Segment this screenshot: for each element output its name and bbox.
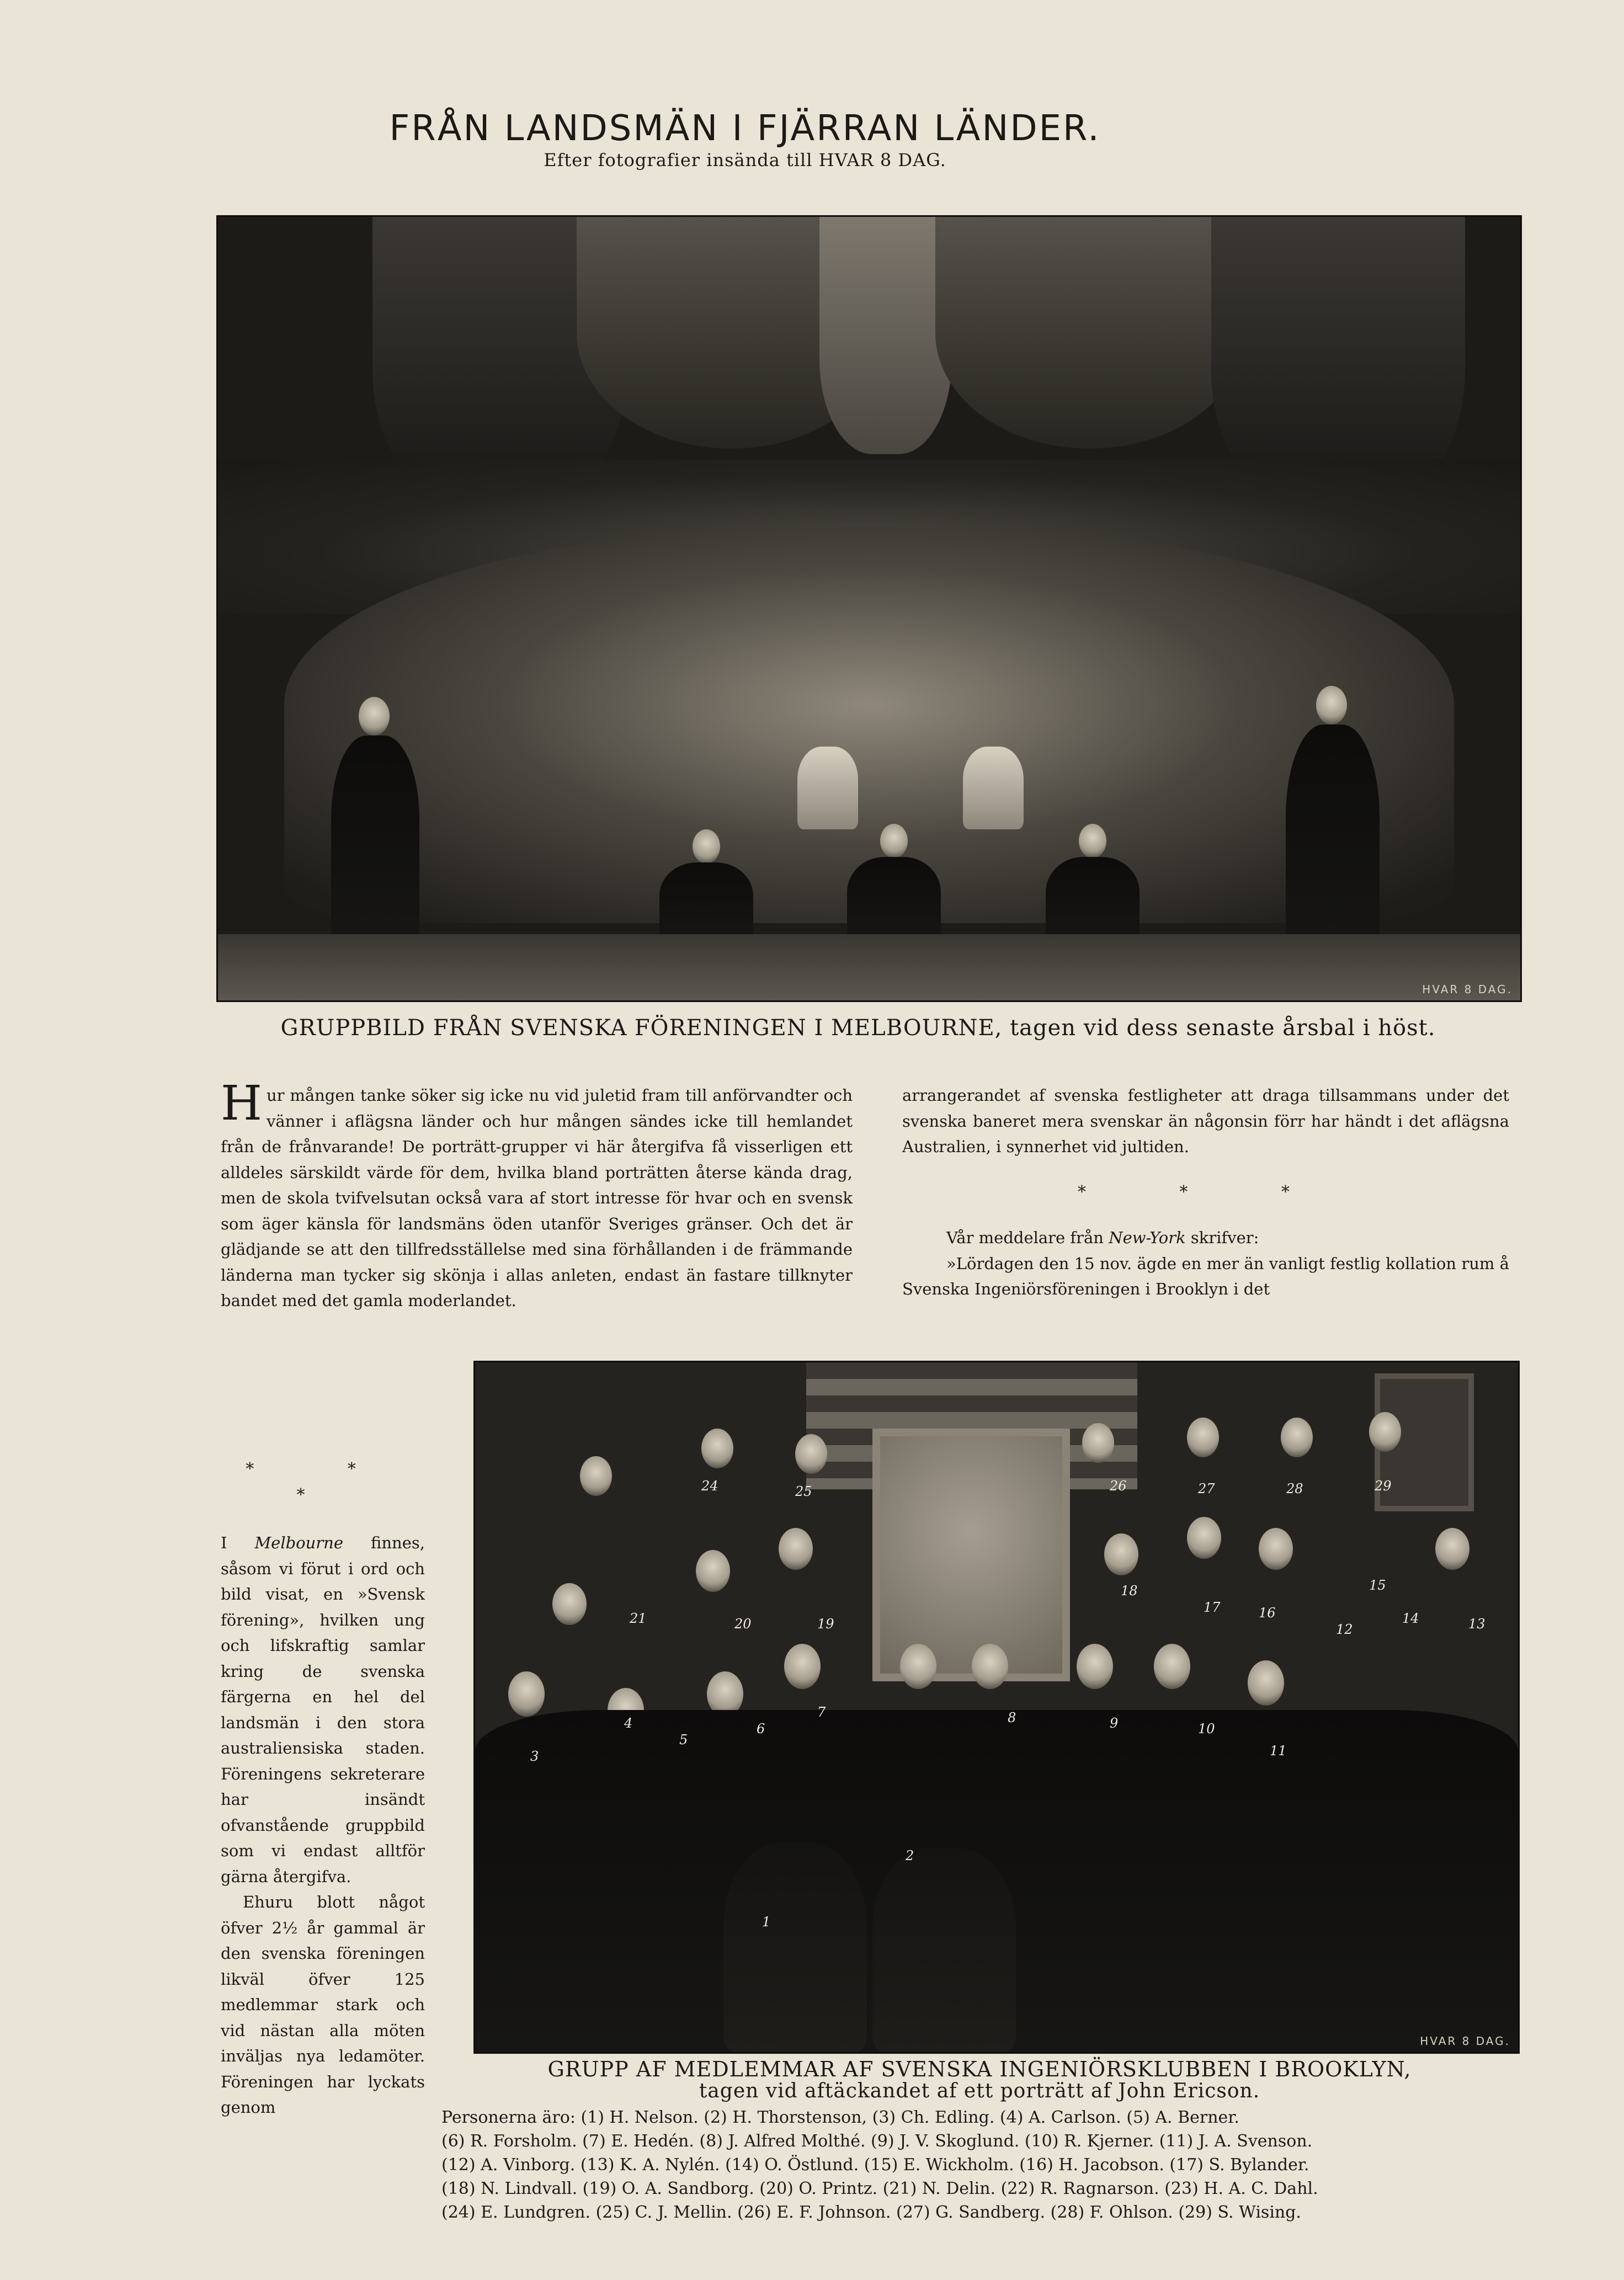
person — [1082, 1423, 1114, 1463]
photo-number-label: 10 — [1198, 1721, 1215, 1736]
photo-number-label: 2 — [906, 1848, 914, 1863]
suit — [331, 736, 419, 945]
person — [795, 1434, 827, 1474]
photo-credit: HVAR 8 DAG. — [1422, 983, 1513, 996]
banner — [819, 217, 952, 454]
melbourne-photo-caption: GRUPPBILD FRÅN SVENSKA FÖRENINGEN I MELBOURNE, tagen vid dess senaste årsbal i höst. — [280, 1015, 1436, 1041]
photo-number-label: 16 — [1259, 1605, 1276, 1621]
photo-number-label: 12 — [1336, 1622, 1353, 1637]
correspondent-paragraph: Vår meddelare från New-York skrifver: — [946, 1228, 1259, 1247]
photo-number-label: 5 — [679, 1732, 688, 1748]
section-divider: * * * — [1077, 1182, 1334, 1202]
article-right-column — [902, 1083, 1509, 1302]
dress — [963, 747, 1024, 829]
person — [701, 1429, 733, 1468]
person — [552, 1583, 587, 1625]
caption-title: GRUPP AF MEDLEMMAR AF SVENSKA INGENIÖRSKLUBBEN I BROOKLYN, — [547, 2057, 1412, 2081]
photo-number-label: 26 — [1110, 1478, 1127, 1494]
person — [1248, 1660, 1284, 1706]
suit — [659, 862, 753, 945]
person — [359, 697, 390, 736]
person — [1154, 1644, 1190, 1689]
person — [779, 1528, 813, 1570]
person — [696, 1550, 730, 1592]
photo-number-label: 25 — [795, 1484, 812, 1499]
suit — [1286, 725, 1380, 956]
photo-number-label: 29 — [1375, 1478, 1392, 1494]
masthead — [215, 108, 1275, 171]
photo-number-label: 17 — [1204, 1600, 1221, 1615]
person-index-line: Personerna äro: (1) H. Nelson. (2) H. Thorstenson, (3) Ch. Edling. (4) A. Carlson. (5) A. Berner. — [441, 2108, 1239, 2127]
article-intro — [221, 1076, 853, 1314]
person-index-line: (18) N. Lindvall. (19) O. A. Sandborg. (20) O. Printz. (21) N. Delin. (22) R. Ragnarson. (23) H. A. C. Dahl. — [441, 2179, 1318, 2198]
membership-paragraph: Ehuru blott något öfver 2½ år gammal är den svenska föreningen likväl öfver 125 medlemmar stark och vid nästan alla möten inväljas nya ledamöter. Föreningen har lyckats genom — [221, 1893, 425, 2117]
photo-number-label: 6 — [757, 1721, 765, 1736]
person — [972, 1644, 1008, 1689]
person — [1079, 824, 1106, 858]
person — [693, 829, 720, 864]
person — [580, 1456, 612, 1496]
photo-number-label: 20 — [734, 1616, 752, 1632]
drape — [935, 217, 1244, 449]
photo-number-label: 14 — [1402, 1611, 1419, 1626]
person-index-line: (6) R. Forsholm. (7) E. Hedén. (8) J. Alfred Molthé. (9) J. V. Skoglund. (10) R. Kjerner. (11) J. A. Svenson. — [441, 2132, 1313, 2151]
person-index-line: (24) E. Lundgren. (25) C. J. Mellin. (26) E. F. Johnson. (27) G. Sandberg. (28) F. Ohlson. (29) S. Wising. — [441, 2203, 1301, 2222]
photo-number-label: 13 — [1468, 1616, 1485, 1632]
page-title: FRÅN LANDSMÄN I FJÄRRAN LÄNDER. — [389, 108, 1101, 149]
article-intro-text: ur mången tanke söker sig icke nu vid juletid fram till anförvandter och vänner i aflägsna länder och hur mången sändes icke till hemlandet från de frånvarande! De porträtt-grupper vi här återgifva få visserligen ett alldeles särskildt värde för dem, hvilka bland porträtten återse kända drag, men de skola tvifvelsutan också vara af stort intresse för hvar och en svensk som äger känsla för landsmäns öden utanför Sveriges gränser. Och det är glädjande se att den tillfredsställelse med sina förhållanden i de främmande länderna man tycker sig skönja i allas anleten, endast än fastare tillknyter bandet med det gamla moderlandet. — [221, 1086, 853, 1310]
person — [784, 1644, 821, 1689]
photo-credit: HVAR 8 DAG. — [1420, 2034, 1510, 2048]
festivities-paragraph: arrangerandet af svenska festligheter att draga tillsammans under det svenska baneret mera svenskar än någonsin förr har händt i det aflägsna Australien, i synnerhet vid jultiden. — [902, 1086, 1509, 1156]
person — [1077, 1644, 1113, 1689]
person-index — [441, 2106, 1506, 2224]
brooklyn-paragraph: »Lördagen den 15 nov. ägde en mer än vanligt festlig kollation rum å Svenska Ingeniörsföreningen i Brooklyn i det — [902, 1254, 1509, 1298]
person — [1104, 1533, 1138, 1575]
photo-number-label: 11 — [1270, 1743, 1287, 1759]
floor — [218, 934, 1520, 1000]
person — [1187, 1418, 1219, 1457]
brooklyn-photo-caption — [464, 2058, 1495, 2102]
photo-number-label: 15 — [1369, 1578, 1386, 1593]
dress — [797, 747, 858, 829]
photo-number-label: 4 — [624, 1716, 633, 1731]
person — [1369, 1412, 1401, 1452]
photo-number-label: 28 — [1286, 1481, 1303, 1496]
suit — [1046, 857, 1140, 945]
drop-cap: H — [221, 1076, 262, 1131]
person — [880, 824, 908, 858]
photo-number-label: 19 — [817, 1616, 834, 1632]
suit — [847, 857, 941, 945]
person — [1435, 1528, 1469, 1570]
suit — [723, 1842, 867, 2052]
person — [508, 1671, 545, 1717]
section-divider: * * * — [246, 1459, 400, 1505]
photo-number-label: 21 — [630, 1611, 647, 1626]
person — [900, 1644, 936, 1689]
person-index-line: (12) A. Vinborg. (13) K. A. Nylén. (14) O. Östlund. (15) E. Wickholm. (16) H. Jacobson. (17) S. Bylander. — [441, 2155, 1309, 2175]
photo-number-label: 9 — [1110, 1716, 1119, 1731]
person — [1316, 686, 1347, 725]
suit — [872, 1848, 1016, 2052]
brooklyn-group-photo — [473, 1361, 1520, 2054]
photo-number-label: 7 — [817, 1704, 826, 1720]
caption-subtitle: tagen vid aftäckandet af ett porträtt af John Ericson. — [699, 2080, 1260, 2102]
article-left-column — [221, 1457, 425, 2121]
person — [1187, 1517, 1221, 1559]
john-ericson-portrait — [872, 1429, 1070, 1681]
person — [1281, 1418, 1313, 1457]
photo-number-label: 8 — [1008, 1710, 1016, 1725]
photo-number-label: 27 — [1198, 1481, 1215, 1496]
melbourne-paragraph: I Melbourne finnes, såsom vi förut i ord och bild visat, en »Svensk förening», hvilken ung och lifskraftig samlar kring de svenska färgerna en hel del landsmän i den stora australiensiska staden. Föreningens sekreterare har insändt ofvanstående gruppbild som vi endast alltför gärna återgifva. — [221, 1533, 425, 1886]
photo-number-label: 18 — [1121, 1583, 1138, 1599]
person — [1259, 1528, 1293, 1570]
page-subtitle: Efter fotografier insända till HVAR 8 DAG. — [544, 150, 946, 171]
melbourne-group-photo — [216, 215, 1522, 1002]
photo-number-label: 24 — [701, 1478, 718, 1494]
photo-number-label: 3 — [530, 1749, 539, 1764]
photo-number-label: 1 — [762, 1914, 771, 1930]
